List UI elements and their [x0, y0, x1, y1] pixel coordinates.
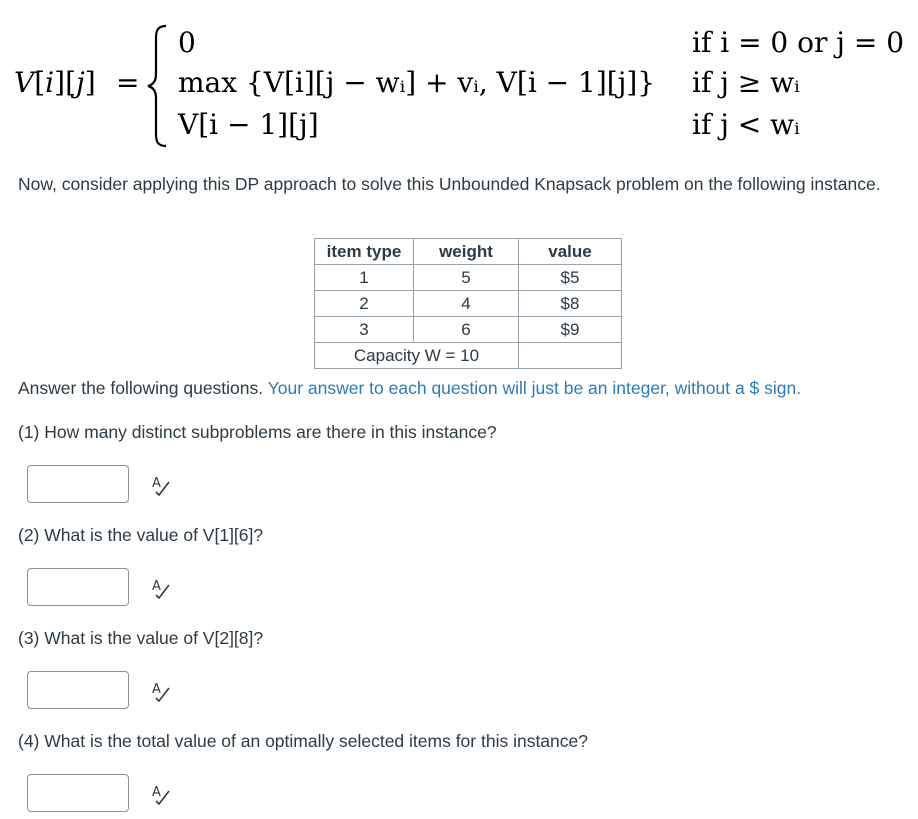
spellcheck-icon[interactable] [150, 783, 172, 805]
answer-4-input[interactable] [27, 774, 129, 812]
question-3: (3) What is the value of V[2][8]? [18, 628, 264, 648]
intro-text: Now, consider applying this DP approach to solve this Unbounded Knapsack problem on the following instance. [18, 174, 881, 194]
question-1: (1) How many distinct subproblems are there in this instance? [18, 422, 497, 442]
svg-text:A: A [152, 785, 161, 800]
case1-condition: if i = 0 or j = 0 [692, 26, 905, 59]
svg-text:A: A [152, 476, 161, 491]
formula-lhs: V[i][j] [14, 66, 96, 99]
svg-text:A: A [152, 579, 161, 594]
instructions [18, 378, 801, 399]
table-row [315, 265, 622, 291]
question-4: (4) What is the total value of an optimally selected items for this instance? [18, 731, 588, 751]
cell-item-type: 3 [315, 317, 414, 343]
spellcheck-icon[interactable] [150, 577, 172, 599]
formula-lhs-v: V [14, 66, 35, 99]
table-row [315, 317, 622, 343]
case3-expression: V[i − 1][j] [178, 108, 319, 141]
left-brace-icon [146, 24, 170, 148]
case2-condition: if j ≥ wᵢ [692, 66, 800, 99]
answer-2-input[interactable] [27, 568, 129, 606]
capacity-cell: Capacity W = 10 [315, 343, 519, 369]
answer-3-input[interactable] [27, 671, 129, 709]
cell-value: $8 [519, 291, 622, 317]
cell-item-type: 1 [315, 265, 414, 291]
cell-item-type: 2 [315, 291, 414, 317]
instructions-hint: Your answer to each question will just be an integer, without a $ sign. [267, 378, 802, 398]
spellcheck-icon[interactable] [150, 680, 172, 702]
cell-value: $9 [519, 317, 622, 343]
formula-lhs-j: j [76, 66, 85, 99]
header-weight: weight [414, 239, 519, 265]
question-2: (2) What is the value of V[1][6]? [18, 525, 264, 545]
empty-cell [519, 343, 622, 369]
header-value: value [519, 239, 622, 265]
cell-weight: 4 [414, 291, 519, 317]
table-header-row [315, 239, 622, 265]
case2-expression: max {V[i][j − wᵢ] + vᵢ, V[i − 1][j]} [178, 66, 656, 99]
table-row [315, 291, 622, 317]
formula-equals: = [116, 66, 140, 99]
recurrence-formula [0, 0, 918, 160]
header-item-type: item type [315, 239, 414, 265]
answer-1-input[interactable] [27, 465, 129, 503]
cell-weight: 5 [414, 265, 519, 291]
case3-condition: if j < wᵢ [692, 108, 800, 141]
spellcheck-icon[interactable] [150, 474, 172, 496]
svg-text:A: A [152, 682, 161, 697]
instructions-lead: Answer the following questions. [18, 378, 268, 398]
case1-expression: 0 [178, 26, 196, 59]
table-capacity-row [315, 343, 622, 369]
cell-value: $5 [519, 265, 622, 291]
formula-lhs-i: i [45, 66, 55, 99]
cell-weight: 6 [414, 317, 519, 343]
instance-table [314, 238, 622, 369]
